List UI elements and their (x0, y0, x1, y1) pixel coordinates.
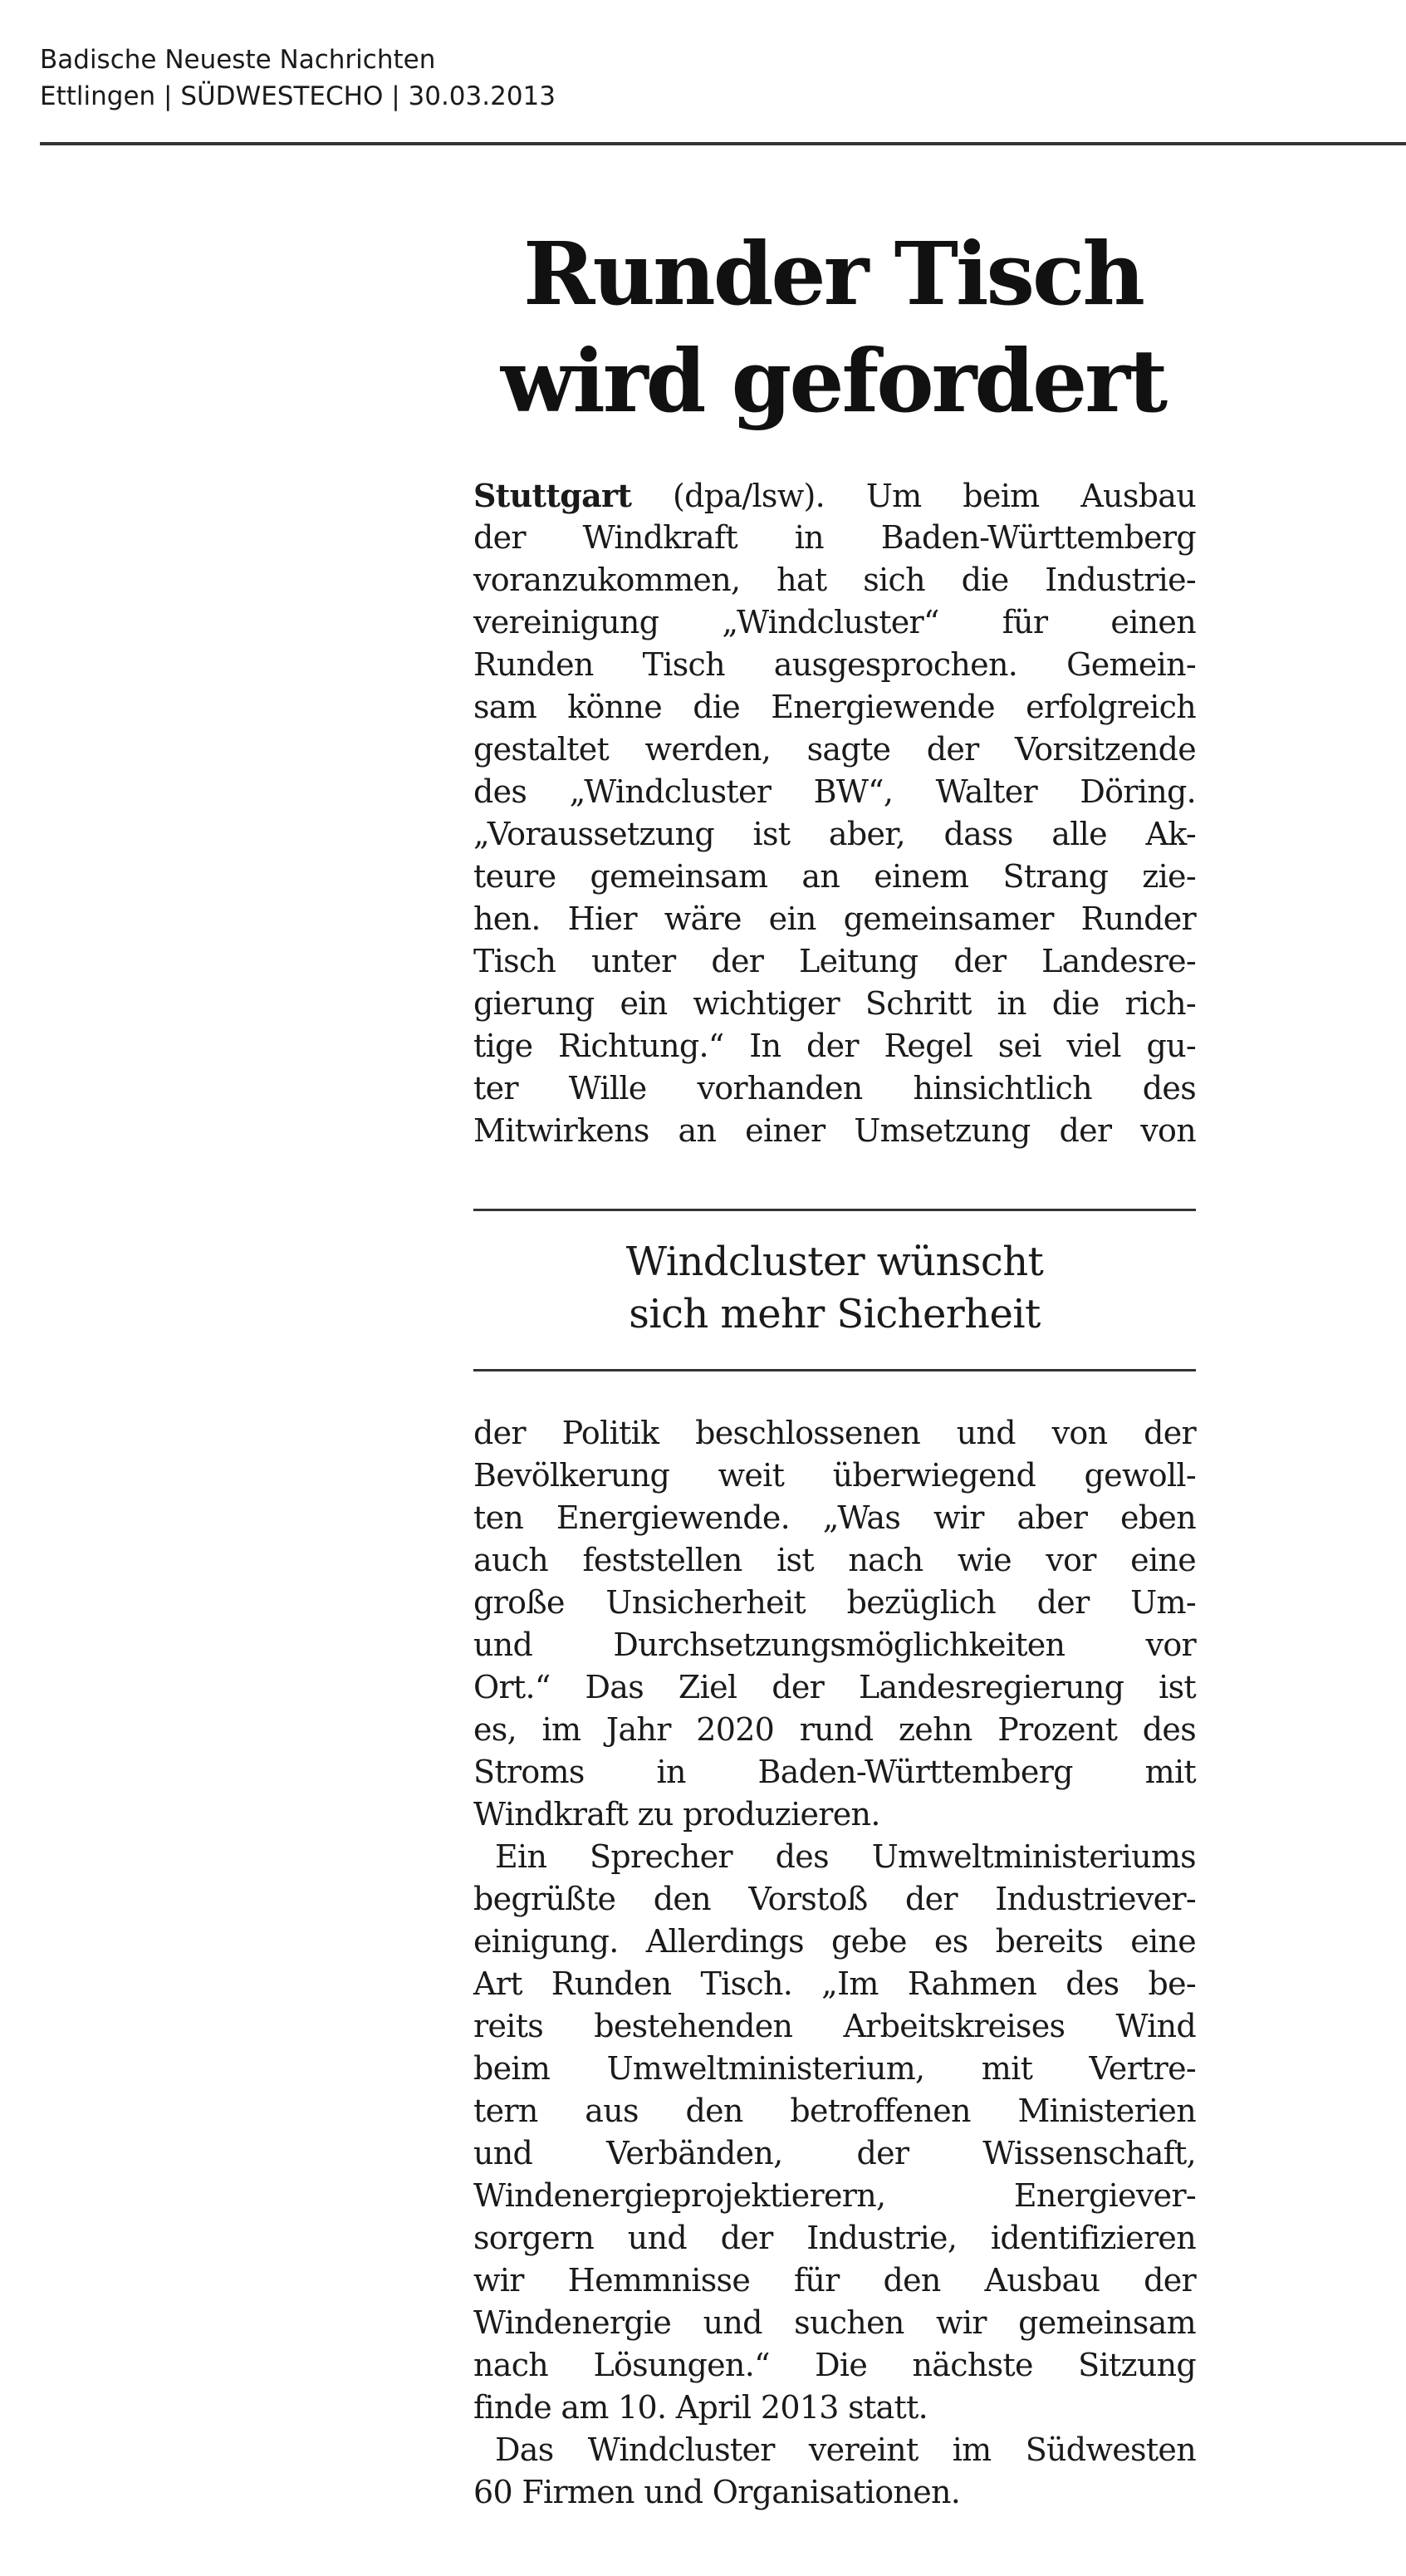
body-line: Runden Tisch ausgesprochen. Gemein- (473, 646, 1196, 683)
body-line: einigung. Allerdings gebe es bereits eine (473, 1923, 1196, 1960)
body-line: und Verbänden, der Wissenschaft, (473, 2135, 1196, 2171)
body-line: nach Lösungen.“ Die nächste Sitzung (473, 2347, 1196, 2383)
subheadline-line: Windcluster wünscht (625, 1239, 1044, 1285)
body-line: Windenergie und suchen wir gemeinsam (473, 2304, 1196, 2341)
subheadline-line: sich mehr Sicherheit (629, 1291, 1041, 1337)
body-line: Ort.“ Das Ziel der Landesregierung ist (473, 1669, 1196, 1705)
body-line: Tisch unter der Leitung der Landesre- (473, 943, 1196, 979)
body-line: reits bestehenden Arbeitskreises Wind (473, 2008, 1196, 2044)
subheadline-bottom-rule (473, 1369, 1196, 1371)
body-line: voranzukommen, hat sich die Industrie- (473, 562, 1196, 598)
body-line: Art Runden Tisch. „Im Rahmen des be- (473, 1965, 1196, 2002)
body-line: Windenergieprojektierern, Energiever- (473, 2177, 1196, 2214)
body-line: Mitwirkens an einer Umsetzung der von (473, 1112, 1196, 1149)
body-line: es, im Jahr 2020 rund zehn Prozent des (473, 1711, 1196, 1748)
body-line: Bevölkerung weit überwiegend gewoll- (473, 1457, 1196, 1494)
body-line: finde am 10. April 2013 statt. (473, 2389, 928, 2426)
body-line: der Politik beschlossenen und von der (473, 1415, 1196, 1451)
body-line: „Voraussetzung ist aber, dass alle Ak- (473, 816, 1196, 852)
headline-line: wird gefordert (500, 330, 1166, 432)
body-line: gestaltet werden, sagte der Vorsitzende (473, 731, 1196, 768)
body-line: tern aus den betroffenen Ministerien (473, 2093, 1196, 2129)
article-body-part-1 (473, 474, 1196, 1152)
body-line (473, 474, 1196, 517)
body-line: sorgern und der Industrie, identifizieren (473, 2220, 1196, 2256)
body-line: auch feststellen ist nach wie vor eine (473, 1542, 1196, 1578)
body-line: große Unsicherheit bezüglich der Um- (473, 1584, 1196, 1621)
body-line: 60 Firmen und Organisationen. (473, 2474, 961, 2510)
header-divider (40, 142, 1406, 145)
body-line: beim Umweltministerium, mit Vertre- (473, 2050, 1196, 2087)
body-line-text: (dpa/lsw). Um beim Ausbau (631, 478, 1196, 514)
body-line: gierung ein wichtiger Schritt in die rich- (473, 985, 1196, 1022)
edition-line: Ettlingen | SÜDWESTECHO | 30.03.2013 (40, 81, 556, 111)
body-line: hen. Hier wäre ein gemeinsamer Runder (473, 900, 1196, 937)
body-line: Ein Sprecher des Umweltministeriums (495, 1838, 1196, 1875)
body-line: Windkraft zu produzieren. (473, 1796, 880, 1833)
body-line: Das Windcluster vereint im Südwesten (495, 2431, 1196, 2468)
body-line: der Windkraft in Baden-Württemberg (473, 519, 1196, 556)
body-line: wir Hemmnisse für den Ausbau der (473, 2262, 1196, 2299)
body-line: ten Energiewende. „Was wir aber eben (473, 1499, 1196, 1536)
headline-line: Runder Tisch (523, 223, 1143, 325)
publication-name: Badische Neueste Nachrichten (40, 45, 436, 75)
body-line: tige Richtung.“ In der Regel sei viel gu- (473, 1028, 1196, 1064)
body-line: und Durchsetzungsmöglichkeiten vor (473, 1627, 1196, 1663)
article-subheadline (473, 1236, 1196, 1341)
article-headline (465, 220, 1201, 434)
body-line: begrüßte den Vorstoß der Industriever- (473, 1881, 1196, 1917)
body-line: Stroms in Baden-Württemberg mit (473, 1754, 1196, 1790)
body-line: sam könne die Energiewende erfolgreich (473, 689, 1196, 725)
dateline: Stuttgart (473, 477, 632, 514)
body-line: des „Windcluster BW“, Walter Döring. (473, 773, 1196, 810)
masthead (40, 42, 556, 115)
body-line: vereinigung „Windcluster“ für einen (473, 604, 1196, 640)
body-line: teure gemeinsam an einem Strang zie- (473, 858, 1196, 895)
body-line: ter Wille vorhanden hinsichtlich des (473, 1070, 1196, 1106)
subheadline-top-rule (473, 1209, 1196, 1211)
article-body-part-2 (473, 1412, 1196, 2514)
